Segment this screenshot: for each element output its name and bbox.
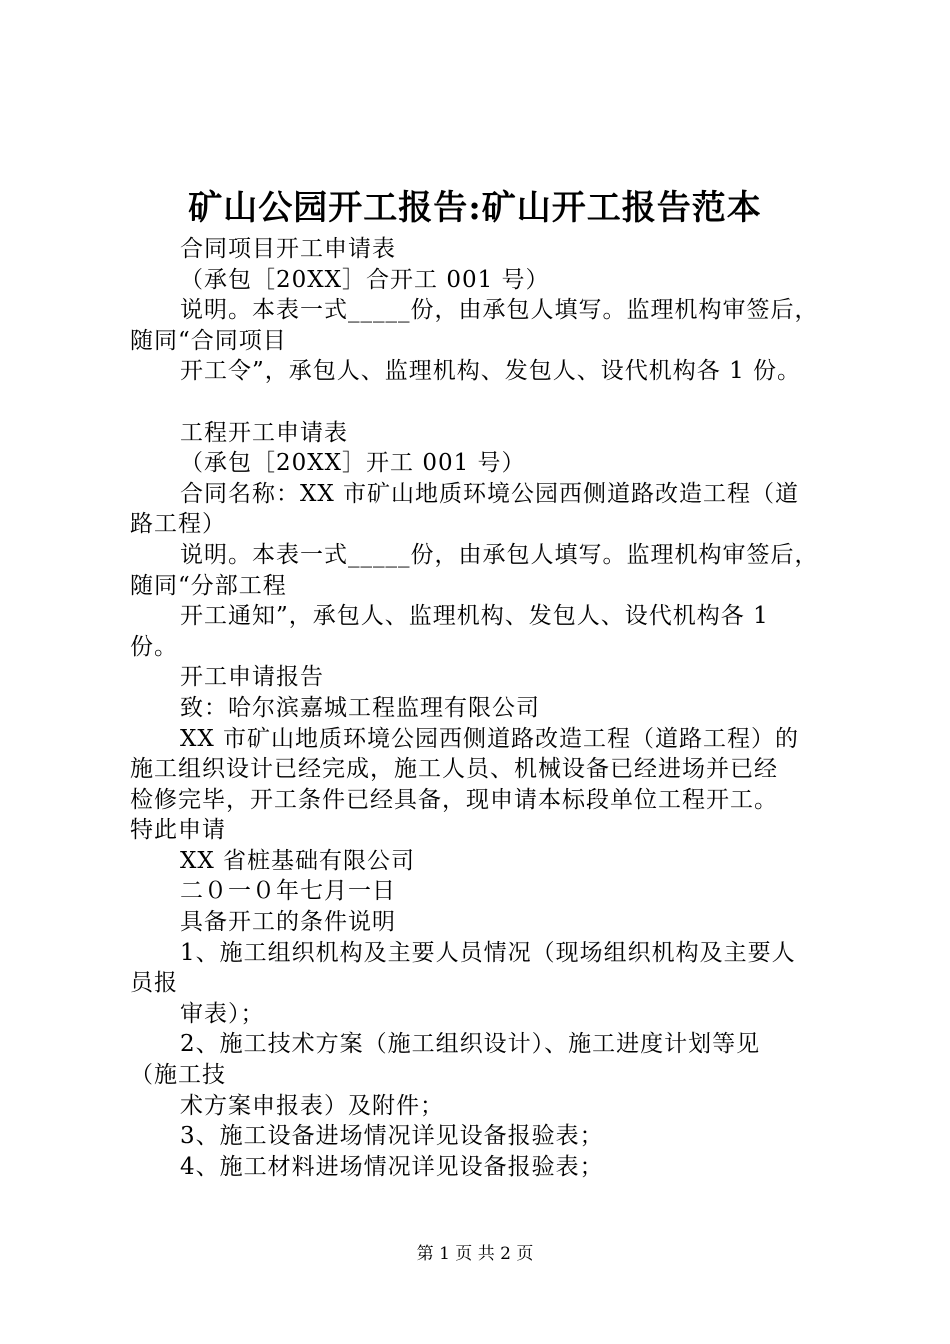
paragraph-line: 二０一０年七月一日 xyxy=(180,878,396,905)
paragraph-line: 1、施工组织机构及主要人员情况（现场组织机构及主要人 xyxy=(180,939,796,966)
paragraph-line: 员报 xyxy=(130,970,178,997)
paragraph-line: 特此申请 xyxy=(130,817,226,844)
paragraph-line: 合同名称：XX 市矿山地质环境公园西侧道路改造工程（道 xyxy=(180,480,800,507)
paragraph-line: 4、施工材料进场情况详见设备报验表； xyxy=(180,1153,604,1180)
paragraph-line: （施工技 xyxy=(130,1062,226,1089)
paragraph-line: 术方案申报表）及附件； xyxy=(180,1092,444,1119)
paragraph-line: 说明。本表一式_____份，由承包人填写。监理机构审签后， xyxy=(180,297,819,324)
paragraph-line: 开工令”，承包人、监理机构、发包人、设代机构各 1 份。 xyxy=(180,358,802,385)
paragraph-line: 随同“合同项目 xyxy=(130,327,287,354)
paragraph-line: 检修完毕，开工条件已经具备，现申请本标段单位工程开工。 xyxy=(130,786,778,813)
paragraph-line: 开工通知”，承包人、监理机构、发包人、设代机构各 1 xyxy=(180,603,769,630)
paragraph-line: 审表）； xyxy=(180,1000,265,1027)
paragraph-line: 具备开工的条件说明 xyxy=(180,909,396,936)
document-body xyxy=(130,234,840,1182)
paragraph-line: 份。 xyxy=(130,633,178,660)
paragraph-line: 说明。本表一式_____份，由承包人填写。监理机构审签后， xyxy=(180,541,819,568)
paragraph-line: 3、施工设备进场情况详见设备报验表； xyxy=(180,1123,604,1150)
paragraph-line: 开工申请报告 xyxy=(180,664,324,691)
paragraph-line: 2、施工技术方案（施工组织设计）、施工进度计划等见 xyxy=(180,1031,761,1058)
paragraph-line: 工程开工申请表 xyxy=(180,419,348,446)
paragraph-line: 随同“分部工程 xyxy=(130,572,287,599)
page-footer: 第 1 页 共 2 页 xyxy=(416,1244,534,1264)
paragraph-line: 合同项目开工申请表 xyxy=(180,236,396,262)
paragraph-line: （承包［20XX］合开工 001 号） xyxy=(180,266,550,293)
blank-line xyxy=(130,387,840,418)
document-title: 矿山公园开工报告:矿山开工报告范本 xyxy=(188,188,762,228)
paragraph-line: （承包［20XX］开工 001 号） xyxy=(180,450,526,477)
paragraph-line: XX 省桩基础有限公司 xyxy=(180,847,416,874)
paragraph-line: 施工组织设计已经完成，施工人员、机械设备已经进场并已经 xyxy=(130,756,778,783)
paragraph-line: 路工程） xyxy=(130,511,226,538)
paragraph-line: XX 市矿山地质环境公园西侧道路改造工程（道路工程）的 xyxy=(180,725,800,752)
paragraph-line: 致：哈尔滨嘉城工程监理有限公司 xyxy=(180,694,540,721)
